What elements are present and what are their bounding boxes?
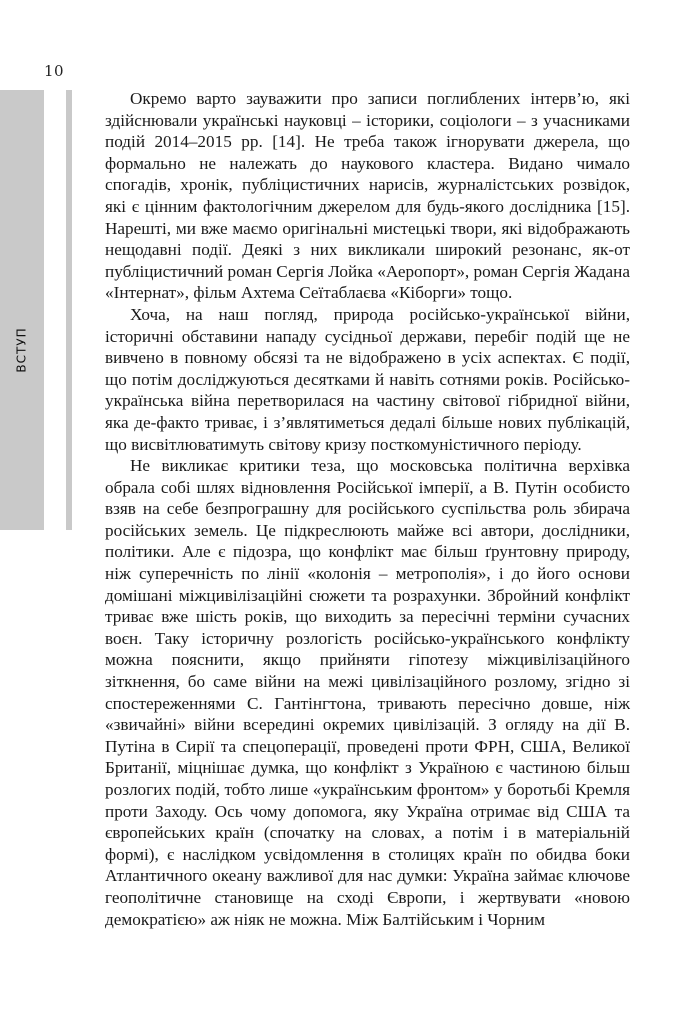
- section-label-text: ВСТУП: [15, 327, 29, 373]
- body-text: [105, 88, 630, 930]
- page-number: 10: [44, 62, 65, 80]
- paragraph: Хоча, на наш погляд, природа російсько-української війни, історичні обставини нападу сусідньої держави, перебіг подій ще не вивчено в повному обсязі та не відображено в усіх аспектах. Є події, що потім досліджуються десятками й навіть сотнями років. Російсько-українська війна перетворилася на частину світової гібридної війни, яка де-факто триває, і з’являтиметься дедалі більше нових публікацій, що висвітлюватимуть світову кризу посткомуністичного періоду.: [105, 304, 630, 454]
- section-tab: [0, 90, 44, 530]
- section-label: [11, 320, 33, 380]
- paragraph: Окремо варто зауважити про записи поглиблених інтерв’ю, які здійснювали українські науковці – історики, соціологи – з учасниками подій 2014–2015 рр. [14]. Не треба також ігнорувати джерела, що формально не належать до наукового кластера. Видано чимало спогадів, хронік, публіцистичних нарисів, журналістських розвідок, які є цінним фактологічним джерелом для будь-якого дослідника [15]. Нарешті, ми вже маємо оригінальні мистецькі твори, які відображають нещодавні події. Деякі з них викликали широкий резонанс, як-от публіцистичний роман Сергія Лойка «Аеропорт», роман Сергія Жадана «Інтернат», фільм Ахтема Сеїтаблаєва «Кіборги» тощо.: [105, 89, 630, 303]
- section-rule: [66, 90, 72, 530]
- paragraph: Не викликає критики теза, що московська політична верхівка обрала собі шлях відновлення Російської імперії, а В. Путін особисто взяв на себе безпрограшну для російського суспільства роль збирача російських земель. Це підкреслюють майже всі автори, дослідники, політики. Але є підозра, що конфлікт має більш ґрунтовну природу, ніж суперечність по лінії «колонія – метрополія», і до його основи домішані міжцивілізаційні сюжети та розрахунки. Збройний конфлікт триває вже шість років, що виходить за пересічні терміни сучасних воєн. Таку історичну розлогість російсько-українського конфлікту можна пояснити, якщо прийняти гіпотезу міжцивілізаційного зіткнення, бо саме війни на межі цивілізаційного розлому, згідно зі спостереженнями С. Гантінгтона, тривають пересічно довше, ніж «звичайні» війни всередині окремих цивілізацій. З огляду на дії В. Путіна в Сирії та спецоперації, проведені проти ФРН, США, Великої Британії, міцнішає думка, що конфлікт з Україною є частиною більш розлогих подій, тобто лише «українським фронтом» у боротьбі Кремля проти Заходу. Ось чому допомога, яку Україна отримає від США та європейських країн (спочатку на словах, а потім і в матеріальній формі), є наслідком усвідомлення в столицях країн по обидва боки Атлантичного океану важливої для нас думки: Україна займає ключове геополітичне становище на сході Європи, і жертвувати «новою демократією» аж ніяк не можна. Між Балтійським і Чорним: [105, 456, 630, 929]
